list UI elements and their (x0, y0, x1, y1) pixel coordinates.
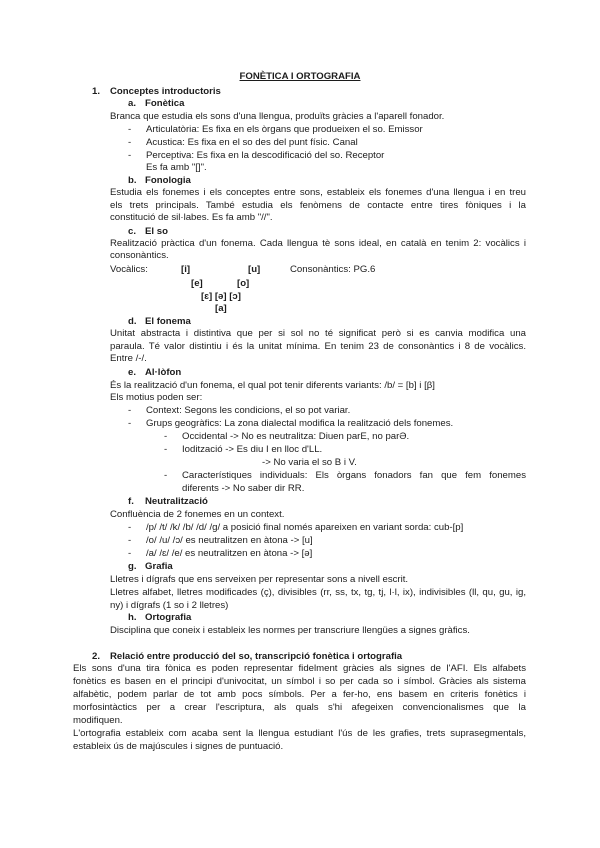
fonema-line: Unitat abstracta i distintiva que per si sol no té significat però si es canvia modifica una (110, 328, 526, 339)
vowel-u: [u] (248, 264, 261, 275)
vowel-e: [e] (191, 278, 203, 289)
allofon-motius: Els motius poden ser: (110, 392, 203, 403)
allofon-definition: És la realització d'un fonema, el qual pot tenir diferents variants: /b/ = [b] i [β] (110, 380, 435, 391)
subsection-d-letter: d. (128, 316, 137, 327)
grafia-line: Lletres alfabet, lletres modificades (ç), divisibles (rr, ss, tx, tg, tj, l·l, ix), indivisibles (ll, qu, gu, ig, (110, 587, 526, 598)
section-1-number: 1. (92, 86, 101, 97)
section-2-paragraph-line: morfosintàctics per a crear l'escriptura, als quals s'hi afegeixen convencionalismes que la (73, 702, 526, 713)
bullet: - (128, 548, 132, 559)
section-2-paragraph-line: alfabètic, podem parlar de tot amb pocs símbols. Per a fer-ho, ens basem en criteris fonètics i (73, 689, 526, 700)
bullet: - (164, 431, 168, 442)
subsection-d-title: El fonema (145, 316, 191, 327)
list-item: /a/ /ɛ/ /e/ es neutralitzen en àtona -> [ə] (146, 548, 313, 559)
fonologia-line: constitució de sil·labes. Es fa amb "//". (110, 212, 273, 223)
fonologia-line: els trets principals. També estudia els fenòmens de contacte entre tires fòniques i la (110, 200, 526, 211)
bullet: - (128, 522, 132, 533)
subsection-e-letter: e. (128, 367, 137, 378)
so-line: Realització pràctica d'un fonema. Cada llengua tè sons ideal, en català en tenim 2: vocàlics i (110, 238, 526, 249)
section-2-number: 2. (92, 651, 101, 662)
subsection-a-title: Fonètica (145, 98, 185, 109)
bullet: - (164, 470, 168, 481)
vowel-o: [o] (237, 278, 250, 289)
list-item: Grups geogràfics: La zona dialectal modifica la realització dels fonemes. (146, 418, 454, 429)
subsection-f-letter: f. (128, 496, 134, 507)
document-title: FONÈTICA I ORTOGRAFIA (239, 71, 361, 82)
list-item: Acustica: Es fixa en el so des del punt físic. Canal (146, 137, 358, 148)
bullet: - (128, 150, 132, 161)
list-item: /p/ /t/ /k/ /b/ /d/ /g/ a posició final només apareixen en variant sorda: cub-[p] (146, 522, 464, 533)
fonologia-line: Estudia els fonemes i els conceptes entre sons, estableix els fonemes d'una llengua i en treu (110, 187, 526, 198)
subsection-b-letter: b. (128, 175, 137, 186)
vowel-a: [a] (215, 303, 227, 314)
consonants-label: Consonàntics: PG.6 (290, 264, 376, 275)
bullet: - (128, 418, 132, 429)
fonema-line: paraula. Té valor distintiu i és la unitat mínima. En tenim 23 de consonàntics i 8 de vocàlics. (110, 341, 526, 352)
bullet: - (128, 124, 132, 135)
list-item: Característiques individuals: Els òrgans fonadors fan que fem fonemes (182, 470, 526, 481)
sub-list-item: Occidental -> No es neutralitza: Diuen parE, no parƏ. (182, 431, 410, 442)
subsection-e-title: Al·lòfon (145, 367, 182, 378)
subsection-h-title: Ortografia (145, 612, 192, 623)
section-2-paragraph-line: modifiquen. (73, 715, 123, 726)
bullet: - (164, 444, 168, 455)
list-item: Perceptiva: Es fixa en la descodificació del so. Receptor (146, 150, 385, 161)
subsection-g-title: Grafia (145, 561, 173, 572)
bullet: - (128, 535, 132, 546)
sub-list-continuation: -> No varia el so B i V. (262, 457, 357, 468)
section-2-paragraph-line: fonètics es basen en el principi d'univocitat, un símbol i so per cada so i símbol. Gràcies als sistema (73, 676, 526, 687)
fonema-line: Entre /-/. (110, 353, 147, 364)
sub-list-item: Iodització -> Es diu I en lloc d'LL. (182, 444, 323, 455)
grafia-line: Lletres i dígrafs que ens serveixen per representar sons a nivell escrit. (110, 574, 409, 585)
subsection-c-letter: c. (128, 226, 137, 237)
subsection-a-letter: a. (128, 98, 137, 109)
section-1-heading: Conceptes introductoris (110, 86, 221, 97)
subsection-g-letter: g. (128, 561, 137, 572)
list-item: /o/ /u/ /ɔ/ es neutralitzen en àtona -> [u] (146, 535, 313, 546)
section-2-paragraph-line: estableix ús de majúscules i signes de puntuació. (73, 741, 284, 752)
subsection-h-letter: h. (128, 612, 137, 623)
bullet: - (128, 137, 132, 148)
vowels-label: Vocàlics: (110, 264, 148, 275)
vowel-i: [i] (181, 264, 191, 275)
subsection-c-title: El so (145, 226, 168, 237)
subsection-f-title: Neutralització (145, 496, 208, 507)
grafia-line: ny) i dígrafs (1 so i 2 lletres) (110, 600, 229, 611)
fonetica-notation: Es fa amb "[]". (146, 162, 207, 173)
fonetica-definition: Branca que estudia els sons d'una llengua, produïts gràcies a l'aparell fonador. (110, 111, 445, 122)
subsection-b-title: Fonologia (145, 175, 191, 186)
list-item: Context: Segons les condicions, el so pot variar. (146, 405, 351, 416)
list-item-continuation: diferents -> No saber dir RR. (182, 483, 305, 494)
vowel-mid-row: [ɛ] [ə] [ɔ] (201, 291, 241, 302)
bullet: - (128, 405, 132, 416)
so-line: consonàntics. (110, 250, 169, 261)
ortografia-definition: Disciplina que coneix i estableix les normes per transcriure llengües a signes gràfics. (110, 625, 470, 636)
section-2-heading: Relació entre producció del so, transcripció fonètica i ortografia (110, 651, 403, 662)
list-item: Articulatòria: Es fixa en els òrgans que produeixen el so. Emissor (146, 124, 423, 135)
section-2-paragraph-line: Els sons d'una tira fònica es poden representar fidelment gràcies als signes de l'AFI. Els alfabets (73, 663, 526, 674)
section-2-paragraph-line: L'ortografia estableix com acaba sent la llengua estudiant l'ús de les grafies, trets suprasegmentals, (73, 728, 526, 739)
neutralitzacio-definition: Confluència de 2 fonemes en un context. (110, 509, 285, 520)
